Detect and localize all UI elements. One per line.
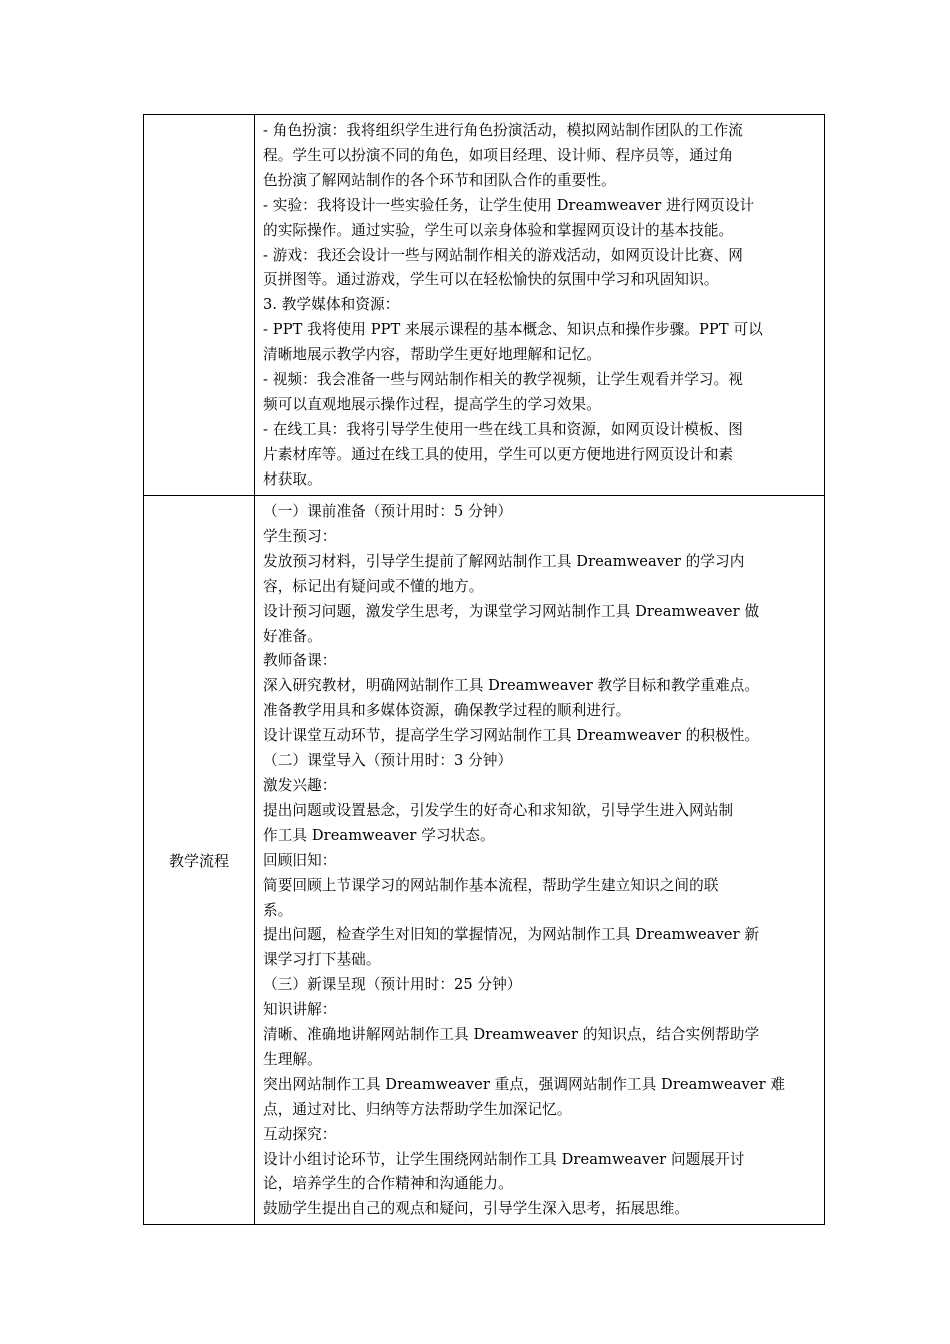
content-line: 页拼图等。通过游戏，学生可以在轻松愉快的氛围中学习和巩固知识。 bbox=[263, 271, 719, 289]
content-line: 深入研究教材，明确网站制作工具 Dreamweaver 教学目标和教学重难点。 bbox=[263, 677, 760, 695]
content-line: 鼓励学生提出自己的观点和疑问，引导学生深入思考，拓展思维。 bbox=[263, 1200, 690, 1218]
content-line: 好准备。 bbox=[263, 627, 322, 645]
content-line: 提出问题或设置悬念，引发学生的好奇心和求知欲，引导学生进入网站制 bbox=[263, 801, 734, 819]
content-line: - PPT 我将使用 PPT 来展示课程的基本概念、知识点和操作步骤。PPT 可以 bbox=[263, 321, 763, 339]
content-line: （三）新课呈现（预计用时：25 分钟） bbox=[263, 976, 522, 994]
content-line: 容，标记出有疑问或不懂的地方。 bbox=[263, 577, 484, 595]
row-content-cell bbox=[255, 496, 825, 1225]
content-line: 设计课堂互动环节，提高学生学习网站制作工具 Dreamweaver 的积极性。 bbox=[263, 727, 760, 745]
content-line: 论，培养学生的合作精神和沟通能力。 bbox=[263, 1175, 513, 1193]
row-content-cell bbox=[255, 115, 825, 496]
content-line: 材获取。 bbox=[263, 470, 322, 488]
content-line: 提出问题，检查学生对旧知的掌握情况，为网站制作工具 Dreamweaver 新 bbox=[263, 926, 760, 944]
content-line: （二）课堂导入（预计用时：3 分钟） bbox=[263, 752, 513, 770]
content-line: 清晰地展示教学内容，帮助学生更好地理解和记忆。 bbox=[263, 346, 601, 364]
content-line: 的实际操作。通过实验，学生可以亲身体验和掌握网页设计的基本技能。 bbox=[263, 221, 734, 239]
content-line: 知识讲解： bbox=[263, 1001, 337, 1019]
content-line: - 实验：我将设计一些实验任务，让学生使用 Dreamweaver 进行网页设计 bbox=[263, 196, 755, 214]
content-line: 生理解。 bbox=[263, 1050, 322, 1068]
content-line: - 游戏：我还会设计一些与网站制作相关的游戏活动，如网页设计比赛、网 bbox=[263, 246, 743, 264]
content-line: 点，通过对比、归纳等方法帮助学生加深记忆。 bbox=[263, 1100, 572, 1118]
content-line: 清晰、准确地讲解网站制作工具 Dreamweaver 的知识点，结合实例帮助学 bbox=[263, 1026, 760, 1044]
content-line: 学生预习： bbox=[263, 527, 337, 545]
content-line: 作工具 Dreamweaver 学习状态。 bbox=[263, 826, 495, 844]
lesson-plan-table bbox=[143, 114, 825, 1225]
table-row bbox=[144, 496, 825, 1225]
content-line: 片素材库等。通过在线工具的使用，学生可以更方便地进行网页设计和素 bbox=[263, 445, 734, 463]
row-label-cell: 教学流程 bbox=[144, 496, 255, 1225]
content-line: 教师备课： bbox=[263, 652, 337, 670]
content-line: 互动探究： bbox=[263, 1125, 337, 1143]
content-line: 设计小组讨论环节，让学生围绕网站制作工具 Dreamweaver 问题展开讨 bbox=[263, 1150, 745, 1168]
content-line: - 角色扮演：我将组织学生进行角色扮演活动，模拟网站制作团队的工作流 bbox=[263, 122, 743, 139]
content-line: 课学习打下基础。 bbox=[263, 951, 381, 969]
row-label-cell bbox=[144, 115, 255, 496]
content-line: 设计预习问题，激发学生思考，为课堂学习网站制作工具 Dreamweaver 做 bbox=[263, 602, 760, 620]
content-line: 频可以直观地展示操作过程，提高学生的学习效果。 bbox=[263, 395, 601, 413]
content-line: 3. 教学媒体和资源： bbox=[263, 296, 400, 314]
content-line: 激发兴趣： bbox=[263, 776, 337, 794]
content-line: 回顾旧知： bbox=[263, 851, 337, 869]
content-line: 简要回顾上节课学习的网站制作基本流程，帮助学生建立知识之间的联 bbox=[263, 876, 719, 894]
content-line: 程。学生可以扮演不同的角色，如项目经理、设计师、程序员等，通过角 bbox=[263, 146, 734, 164]
content-line: （一）课前准备（预计用时：5 分钟） bbox=[263, 503, 513, 520]
content-line: 色扮演了解网站制作的各个环节和团队合作的重要性。 bbox=[263, 171, 616, 189]
content-line: 发放预习材料，引导学生提前了解网站制作工具 Dreamweaver 的学习内 bbox=[263, 552, 745, 570]
content-line: 突出网站制作工具 Dreamweaver 重点，强调网站制作工具 Dreamweaver 难 bbox=[263, 1075, 786, 1093]
content-line: - 视频：我会准备一些与网站制作相关的教学视频，让学生观看并学习。视 bbox=[263, 371, 743, 389]
table-row bbox=[144, 115, 825, 496]
content-line: - 在线工具：我将引导学生使用一些在线工具和资源，如网页设计模板、图 bbox=[263, 420, 743, 438]
content-line: 准备教学用具和多媒体资源，确保教学过程的顺利进行。 bbox=[263, 702, 631, 720]
content-line: 系。 bbox=[263, 901, 293, 919]
